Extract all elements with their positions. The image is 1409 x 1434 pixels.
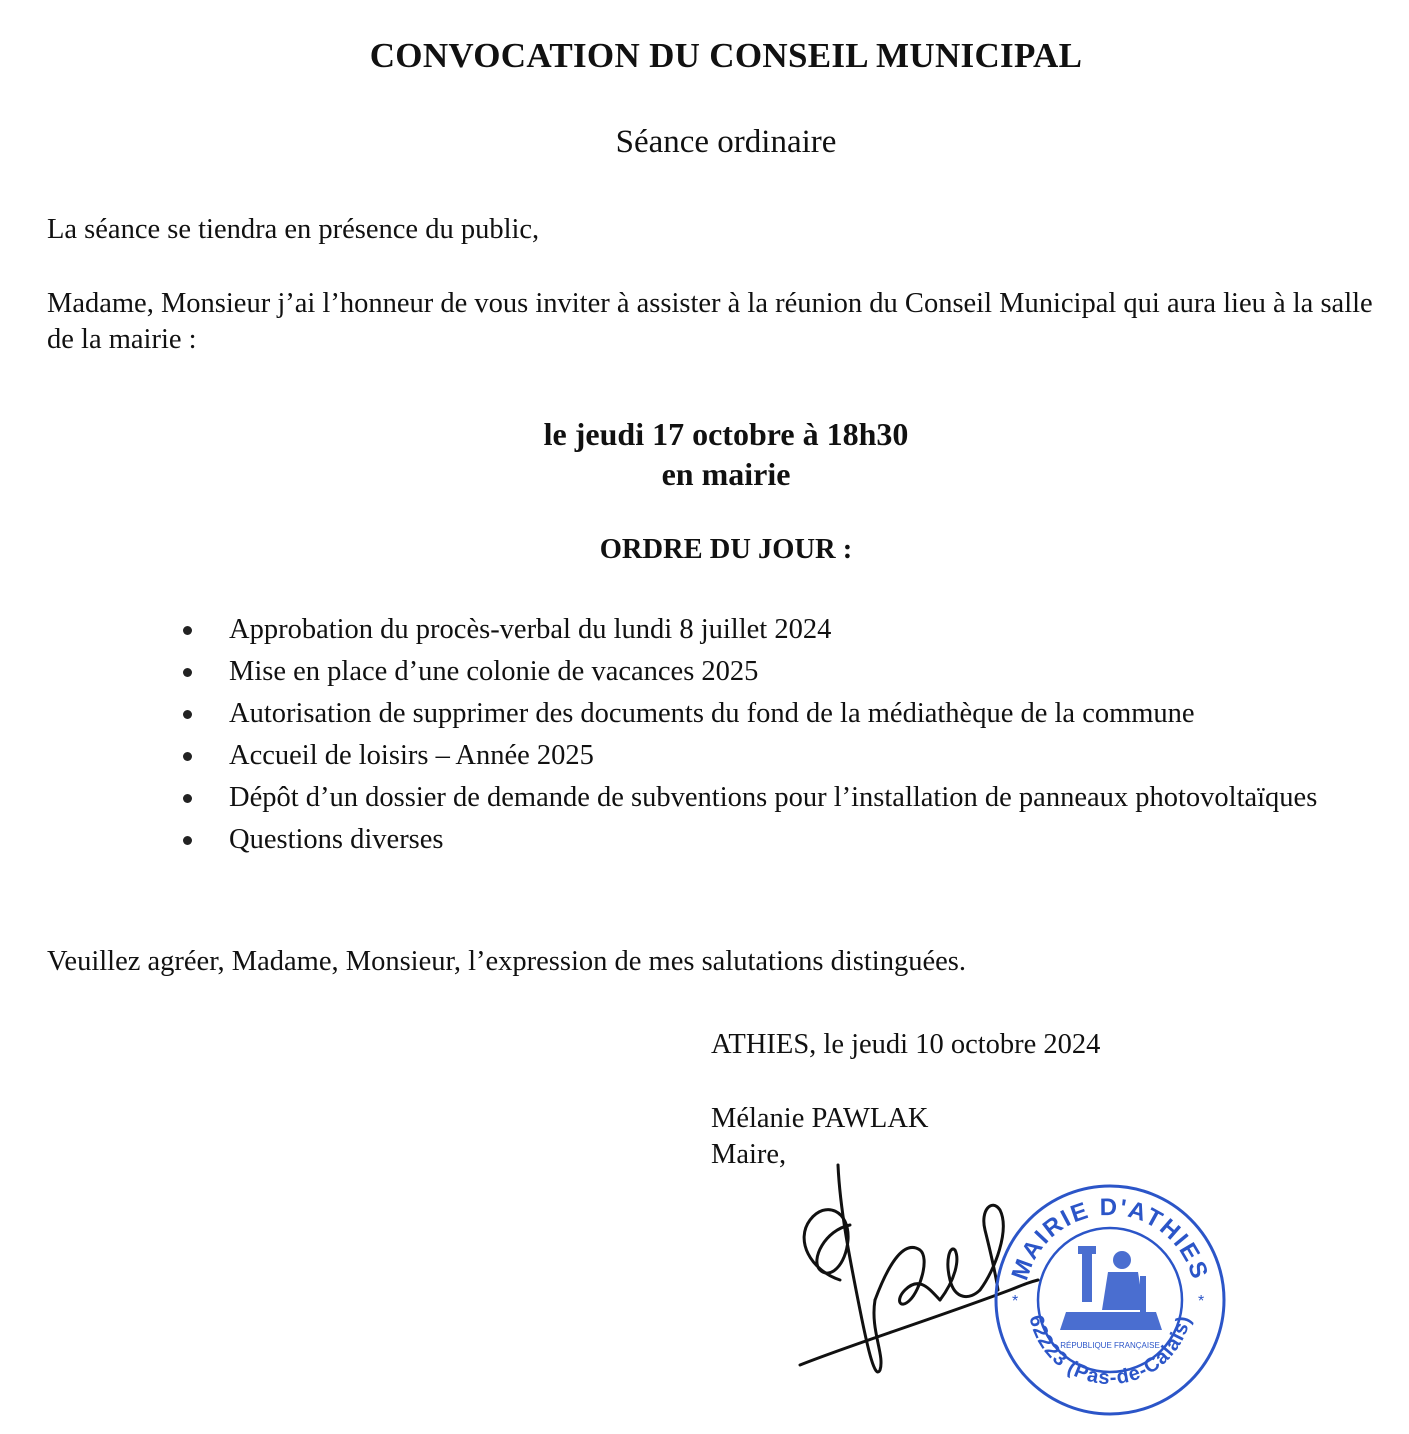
agenda-title: ORDRE DU JOUR : bbox=[599, 534, 853, 565]
meeting-date-time: le jeudi 17 octobre à 18h30 bbox=[543, 416, 909, 452]
bullet-icon bbox=[183, 836, 192, 845]
agenda-item-text: Dépôt d’un dossier de demande de subventions pour l’installation de panneaux photovoltaïques bbox=[229, 782, 1318, 813]
signatory-name: Mélanie PAWLAK bbox=[711, 1103, 929, 1134]
agenda-item bbox=[229, 780, 1359, 816]
public-notice: La séance se tiendra en présence du public, bbox=[47, 214, 540, 245]
meeting-details bbox=[0, 414, 1409, 494]
document-title: CONVOCATION DU CONSEIL MUNICIPAL bbox=[369, 36, 1083, 75]
session-type: Séance ordinaire bbox=[615, 124, 837, 160]
svg-text:*: * bbox=[1012, 1293, 1019, 1310]
bullet-icon bbox=[183, 626, 192, 635]
svg-text:*: * bbox=[1198, 1293, 1205, 1310]
agenda-item-text: Questions diverses bbox=[229, 824, 444, 855]
agenda-item bbox=[229, 738, 1359, 774]
town-hall-stamp bbox=[990, 1180, 1230, 1420]
stamp-inner-text: RÉPUBLIQUE FRANÇAISE bbox=[1060, 1341, 1160, 1350]
agenda-item bbox=[229, 654, 1359, 690]
bullet-icon bbox=[183, 668, 192, 677]
agenda-item bbox=[229, 612, 1359, 648]
stamp-bottom-text: 62223 (Pas-de-Calais) bbox=[1024, 1312, 1196, 1390]
marianne-emblem-icon bbox=[1060, 1246, 1162, 1330]
agenda-item-text: Autorisation de supprimer des documents du fond de la médiathèque de la commune bbox=[229, 698, 1195, 729]
agenda-list bbox=[229, 612, 1359, 864]
agenda-item-text: Accueil de loisirs – Année 2025 bbox=[229, 740, 594, 771]
stamp-top-text: MAIRIE D'ATHIES bbox=[1006, 1193, 1214, 1284]
agenda-item-text: Mise en place d’une colonie de vacances 2025 bbox=[229, 656, 759, 687]
invitation-text: Madame, Monsieur j’ai l’honneur de vous inviter à assister à la réunion du Conseil Municipal qui aura lieu à la salle de la mairie : bbox=[47, 288, 1373, 355]
bullet-icon bbox=[183, 710, 192, 719]
agenda-item-text: Approbation du procès-verbal du lundi 8 juillet 2024 bbox=[229, 614, 832, 645]
bullet-icon bbox=[183, 794, 192, 803]
place-date: ATHIES, le jeudi 10 octobre 2024 bbox=[711, 1029, 1101, 1060]
svg-text:MAIRIE D'ATHIES bbox=[1007, 1194, 1214, 1284]
closing-formula: Veuillez agréer, Madame, Monsieur, l’expression de mes salutations distinguées. bbox=[47, 946, 966, 977]
agenda-item bbox=[229, 822, 1359, 858]
meeting-place: en mairie bbox=[661, 456, 791, 492]
agenda-item bbox=[229, 696, 1359, 732]
signatory-role: Maire, bbox=[711, 1139, 787, 1170]
bullet-icon bbox=[183, 752, 192, 761]
